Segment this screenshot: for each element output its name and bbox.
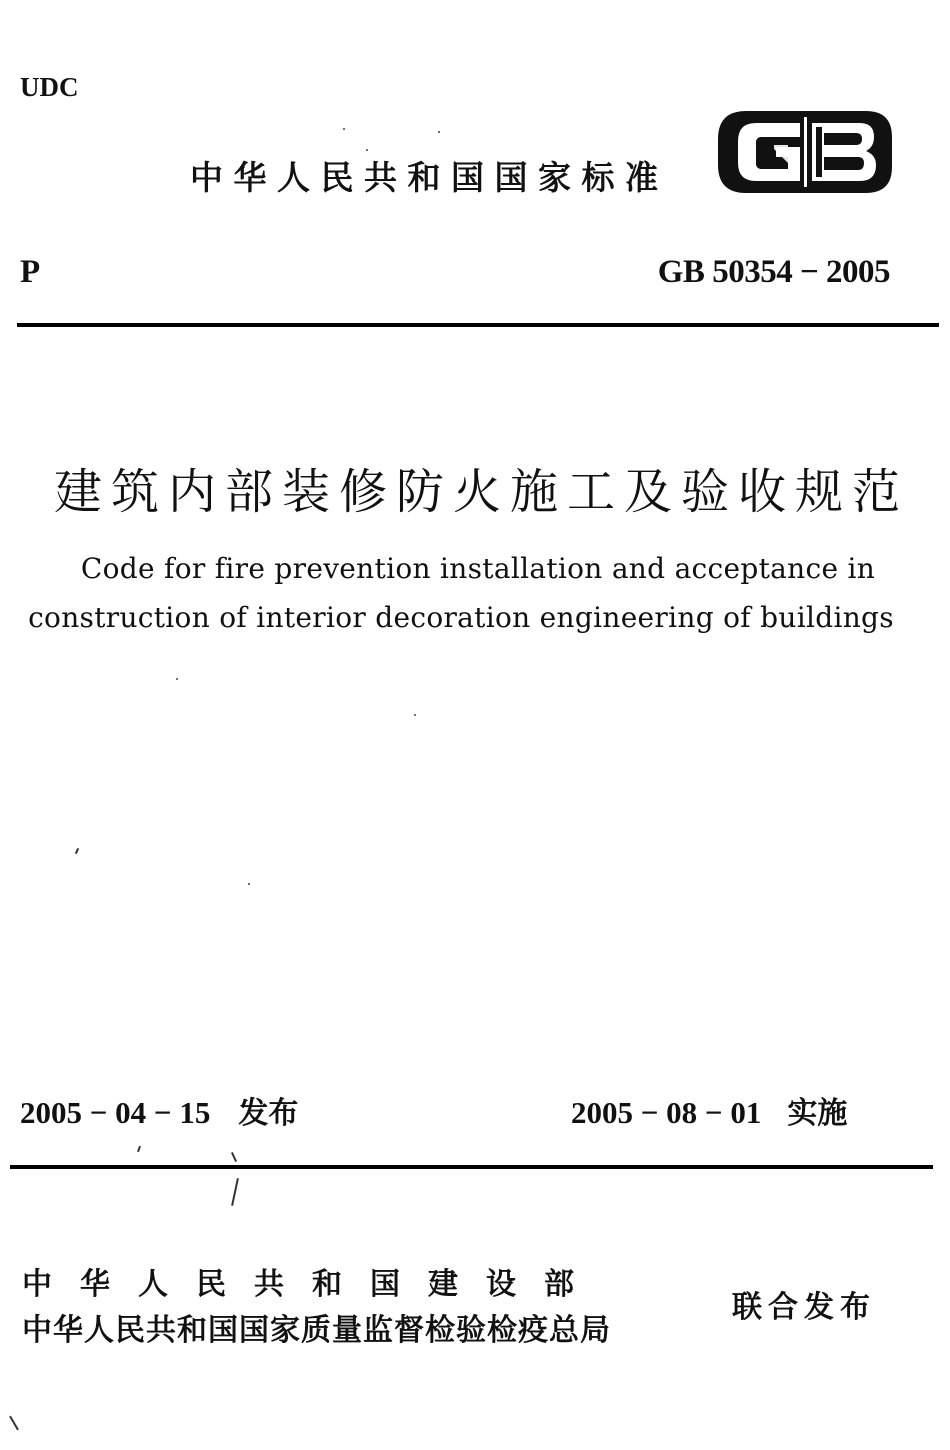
issue-date: 2005 − 04 − 15 xyxy=(20,1095,211,1130)
classification-code: P xyxy=(20,254,41,290)
scan-speck xyxy=(414,714,416,716)
scan-speck xyxy=(248,883,250,885)
title-english xyxy=(0,544,950,642)
publisher-ministry: 中华人民共和国建设部 xyxy=(22,1267,602,1302)
scan-speck xyxy=(343,128,345,130)
udc-label: UDC xyxy=(20,72,79,102)
title-english-line2: construction of interior decoration engineering of buildings xyxy=(28,601,894,634)
implementation-date-block xyxy=(571,1094,847,1132)
publishers-block xyxy=(22,1262,611,1354)
publisher-aqsiq: 中华人民共和国国家质量监督检验检疫总局 xyxy=(22,1313,611,1348)
scan-scratch xyxy=(75,848,79,854)
national-standard-label: 中华人民共和国国家标准 xyxy=(190,158,669,197)
issue-label: 发布 xyxy=(238,1096,299,1131)
scan-scratch xyxy=(137,1146,141,1152)
title-english-line1: Code for fire prevention installation and acceptance in xyxy=(80,552,876,585)
footer-divider xyxy=(10,1165,933,1169)
implementation-date: 2005 − 08 − 01 xyxy=(571,1095,762,1130)
title-chinese: 建筑内部装修防火施工及验收规范 xyxy=(54,464,910,520)
scan-speck xyxy=(366,149,368,151)
scan-scratch xyxy=(231,1178,239,1206)
scan-scratch xyxy=(9,1416,19,1431)
scan-speck xyxy=(438,131,440,133)
scan-scratch xyxy=(231,1152,237,1162)
implementation-label: 实施 xyxy=(787,1096,848,1131)
standard-code: GB 50354 − 2005 xyxy=(657,254,890,290)
header-divider xyxy=(17,323,939,327)
gb-logo-icon xyxy=(716,107,894,197)
joint-issue-label: 联合发布 xyxy=(732,1290,876,1325)
scan-speck xyxy=(176,678,178,680)
issue-date-block xyxy=(20,1094,298,1132)
